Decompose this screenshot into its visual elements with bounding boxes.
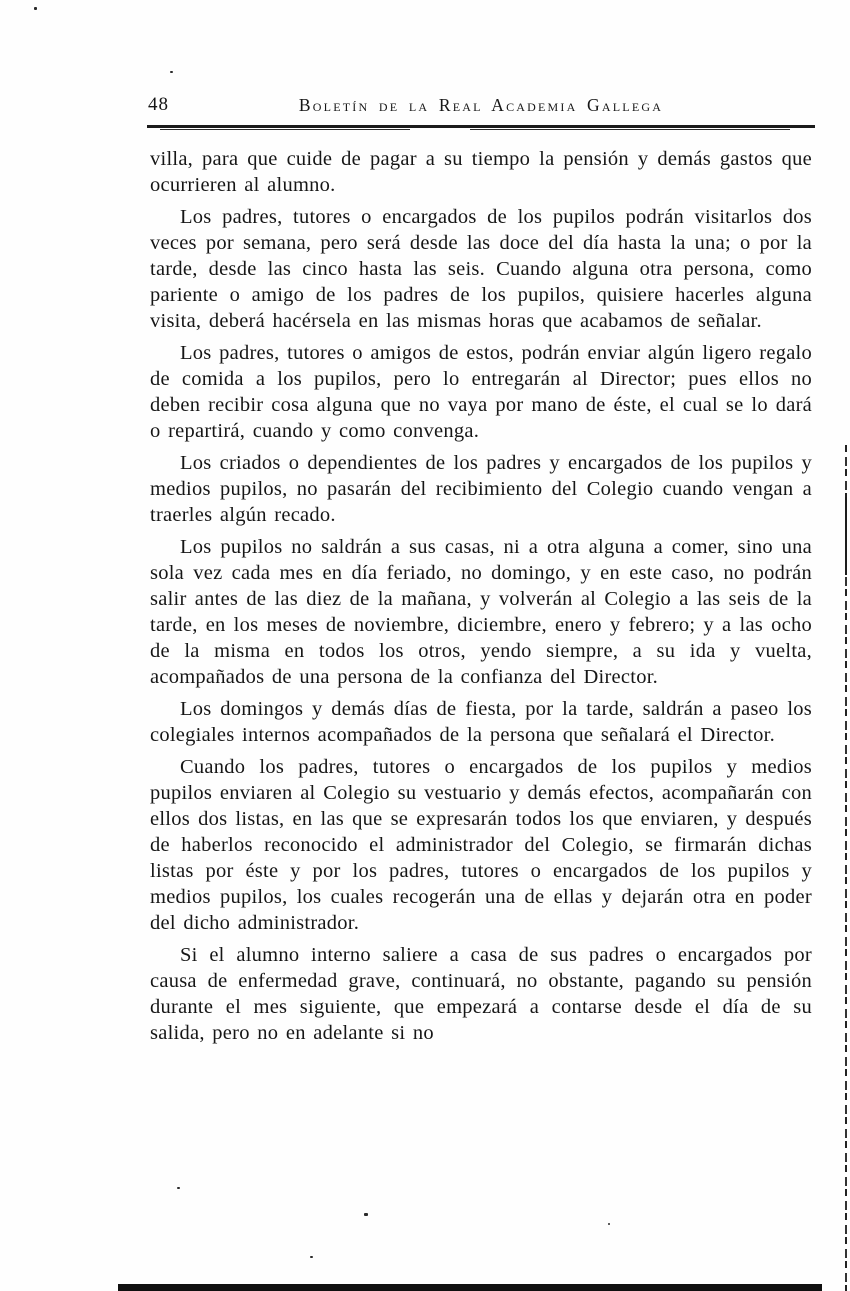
paragraph: Los domingos y demás días de fiesta, por la tarde, saldrán a paseo los colegiales internos acompañados de la persona que señalará el Director.	[150, 698, 812, 746]
scan-speck	[34, 7, 37, 10]
paragraph: Los pupilos no saldrán a sus casas, ni a otra alguna a comer, sino una sola vez cada mes en día feriado, no domingo, y en este caso, no podrán salir antes de las diez de la mañana, y volverán al Colegio a las seis de la tarde, en los meses de noviembre, diciembre, enero y febrero; y a las ocho de la misma en todos los otros, yendo siempre, a su ida y vuelta, acompañados de una persona de la confianza del Director.	[150, 536, 812, 688]
page-number: 48	[148, 94, 169, 115]
paragraph: villa, para que cuide de pagar a su tiempo la pensión y demás gastos que ocurrieren al alumno.	[150, 148, 812, 196]
paragraph: Los criados o dependientes de los padres y encargados de los pupilos y medios pupilos, no pasarán del recibimiento del Colegio cuando vengan a traerles algún recado.	[150, 452, 812, 526]
header-rule-fragment	[470, 129, 790, 130]
body-text	[150, 146, 812, 1052]
scan-speck	[170, 71, 173, 73]
paragraph: Los padres, tutores o amigos de estos, podrán enviar algún ligero regalo de comida a los pupilos, pero lo entregarán al Director; pues ellos no deben recibir cosa alguna que no vaya por mano de éste, el cual se lo dará o repartirá, cuando y como convenga.	[150, 342, 812, 442]
running-header	[148, 94, 814, 120]
scan-speck	[310, 1256, 313, 1258]
running-title: Boletín de la Real Academia Gallega	[298, 95, 664, 115]
page-edge-line-segment	[845, 497, 847, 575]
paragraph: Cuando los padres, tutores o encargados de los pupilos y medios pupilos enviaren al Colegio su vestuario y demás efectos, acompañarán con ellos dos listas, en las que se expresarán todos los que enviaren, y después de haberlos reconocido el administrador del Colegio, se firmarán dichas listas por éste y por los padres, tutores o encargados de los pupilos y medios pupilos, los cuales recogerán una de ellas y dejarán otra en poder del dicho administrador.	[150, 756, 812, 934]
scan-speck	[177, 1187, 180, 1189]
header-rule	[147, 125, 815, 128]
scan-speck	[608, 1223, 610, 1225]
scan-speck	[364, 1213, 368, 1216]
paragraph: Los padres, tutores o encargados de los pupilos podrán visitarlos dos veces por semana, pero será desde las doce del día hasta la una; o por la tarde, desde las cinco hasta las seis. Cuando alguna otra persona, como pariente o amigo de los padres de los pupilos, quisiere hacerles alguna visita, deberá hacérsela en las mismas horas que acabamos de señalar.	[150, 206, 812, 332]
header-rule-fragment	[160, 129, 410, 130]
scan-bottom-bar	[118, 1284, 822, 1291]
paragraph: Si el alumno interno saliere a casa de sus padres o encargados por causa de enfermedad grave, continuará, no obstante, pagando su pensión durante el mes siguiente, que empezará a contarse desde el día de su salida, pero no en adelante si no	[150, 944, 812, 1044]
